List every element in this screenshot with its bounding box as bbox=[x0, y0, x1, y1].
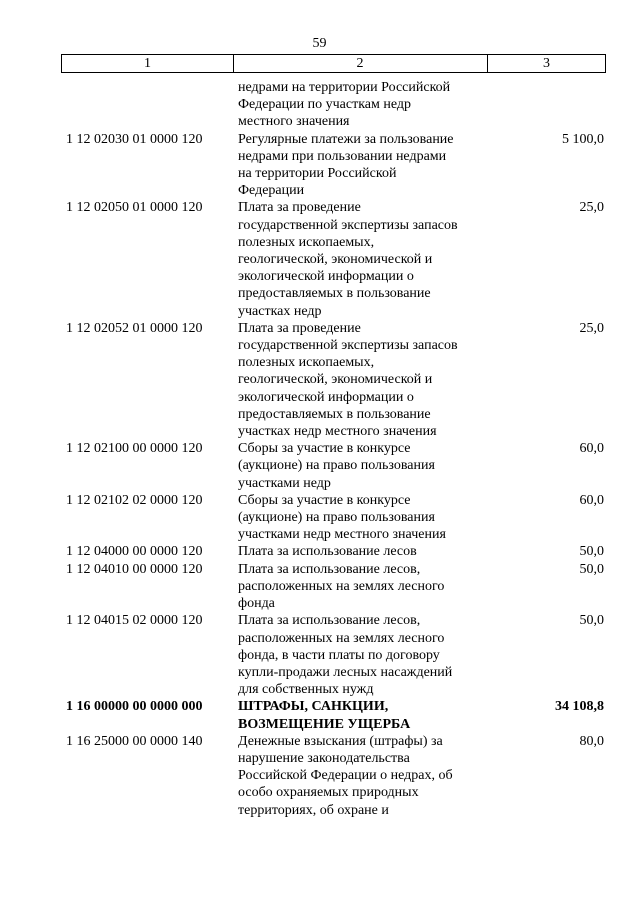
item-name-line: участках недр местного значения bbox=[238, 424, 437, 440]
amount: 80,0 bbox=[579, 733, 604, 749]
table-row bbox=[0, 612, 639, 698]
item-name-line: Сборы за участие в конкурсе bbox=[238, 441, 411, 457]
item-name-line: Плата за проведение bbox=[238, 320, 361, 336]
budget-code: 1 12 02102 02 0000 120 bbox=[66, 492, 203, 508]
item-name-line: ВОЗМЕЩЕНИЕ УЩЕРБА bbox=[238, 716, 411, 732]
table-row bbox=[0, 79, 639, 131]
item-name-line: (аукционе) на право пользования bbox=[238, 458, 435, 474]
item-name-line: нарушение законодательства bbox=[238, 750, 410, 766]
table-row bbox=[0, 131, 639, 200]
amount: 25,0 bbox=[579, 200, 604, 216]
budget-code: 1 12 04000 00 0000 120 bbox=[66, 544, 203, 560]
budget-code: 1 12 04015 02 0000 120 bbox=[66, 613, 203, 629]
item-name-line: Российской Федерации о недрах, об bbox=[238, 768, 453, 784]
amount: 5 100,0 bbox=[562, 131, 604, 147]
item-name-line: ШТРАФЫ, САНКЦИИ, bbox=[238, 699, 389, 715]
page-number: 59 bbox=[312, 36, 327, 51]
header-col-2: 2 bbox=[233, 55, 488, 72]
table-row bbox=[0, 492, 639, 544]
item-name-line: расположенных на землях лесного bbox=[238, 578, 445, 594]
item-name-line: территориях, об охране и bbox=[238, 802, 389, 818]
item-name bbox=[238, 733, 483, 819]
item-name-line: Плата за использование лесов, bbox=[238, 561, 421, 577]
budget-code: 1 16 00000 00 0000 000 bbox=[66, 699, 203, 715]
item-name bbox=[238, 698, 483, 732]
item-name-line: Регулярные платежи за пользование bbox=[238, 131, 454, 147]
item-name-line: Плата за использование лесов, bbox=[238, 613, 421, 629]
item-name-line: Плата за проведение bbox=[238, 200, 361, 216]
item-name-line: местного значения bbox=[238, 114, 350, 130]
table-row bbox=[0, 440, 639, 492]
item-name-line: геологической, экономической и bbox=[238, 372, 433, 388]
amount: 25,0 bbox=[579, 320, 604, 336]
header-col-1: 1 bbox=[62, 55, 234, 72]
item-name-line: геологической, экономической и bbox=[238, 252, 433, 268]
header-col-3: 3 bbox=[543, 56, 550, 71]
item-name-line: экологической информации о bbox=[238, 389, 414, 405]
item-name-line: участках недр bbox=[238, 303, 322, 319]
item-name-line: экологической информации о bbox=[238, 269, 414, 285]
item-name bbox=[238, 79, 483, 131]
item-name bbox=[238, 199, 483, 319]
item-name-line: государственной экспертизы запасов bbox=[238, 217, 458, 233]
item-name-line: полезных ископаемых, bbox=[238, 355, 375, 371]
item-name-line: участками недр bbox=[238, 475, 331, 491]
item-name-line: Федерации bbox=[238, 183, 305, 199]
item-name bbox=[238, 440, 483, 492]
table-row bbox=[0, 320, 639, 440]
budget-code: 1 12 02100 00 0000 120 bbox=[66, 441, 203, 457]
table-row bbox=[0, 561, 639, 613]
table-row bbox=[0, 543, 639, 560]
item-name bbox=[238, 561, 483, 613]
item-name-line: особо охраняемых природных bbox=[238, 785, 419, 801]
table-row bbox=[0, 199, 639, 319]
item-name-line: фонда bbox=[238, 596, 275, 612]
amount: 50,0 bbox=[579, 613, 604, 629]
amount: 50,0 bbox=[579, 544, 604, 560]
amount: 34 108,8 bbox=[555, 699, 604, 715]
amount: 60,0 bbox=[579, 492, 604, 508]
item-name bbox=[238, 543, 483, 560]
item-name-line: Федерации по участкам недр bbox=[238, 97, 412, 113]
amount: 60,0 bbox=[579, 441, 604, 457]
item-name-line: для собственных нужд bbox=[238, 682, 374, 698]
item-name-line: предоставляемых в пользование bbox=[238, 286, 431, 302]
item-name-line: фонда, в части платы по договору bbox=[238, 647, 440, 663]
item-name-line: государственной экспертизы запасов bbox=[238, 338, 458, 354]
budget-code: 1 12 02050 01 0000 120 bbox=[66, 200, 203, 216]
item-name-line: Денежные взыскания (штрафы) за bbox=[238, 733, 443, 749]
item-name-line: участками недр местного значения bbox=[238, 527, 446, 543]
item-name-line: (аукционе) на право пользования bbox=[238, 510, 435, 526]
item-name-line: полезных ископаемых, bbox=[238, 234, 375, 250]
item-name bbox=[238, 320, 483, 440]
item-name-line: Плата за использование лесов bbox=[238, 544, 417, 560]
table-row bbox=[0, 698, 639, 732]
item-name-line: расположенных на землях лесного bbox=[238, 630, 445, 646]
item-name-line: купли-продажи лесных насаждений bbox=[238, 664, 453, 680]
budget-code: 1 12 02052 01 0000 120 bbox=[66, 320, 203, 336]
table-body bbox=[0, 79, 639, 819]
table-row bbox=[0, 733, 639, 819]
budget-code: 1 16 25000 00 0000 140 bbox=[66, 733, 203, 749]
item-name-line: Сборы за участие в конкурсе bbox=[238, 492, 411, 508]
item-name bbox=[238, 492, 483, 544]
item-name bbox=[238, 612, 483, 698]
item-name-line: предоставляемых в пользование bbox=[238, 406, 431, 422]
item-name-line: недрами при пользовании недрами bbox=[238, 148, 447, 164]
table-header bbox=[61, 54, 606, 73]
item-name-line: недрами на территории Российской bbox=[238, 80, 451, 95]
budget-code: 1 12 02030 01 0000 120 bbox=[66, 131, 203, 147]
budget-code: 1 12 04010 00 0000 120 bbox=[66, 561, 203, 577]
amount: 50,0 bbox=[579, 561, 604, 577]
item-name bbox=[238, 131, 483, 200]
item-name-line: на территории Российской bbox=[238, 166, 397, 182]
